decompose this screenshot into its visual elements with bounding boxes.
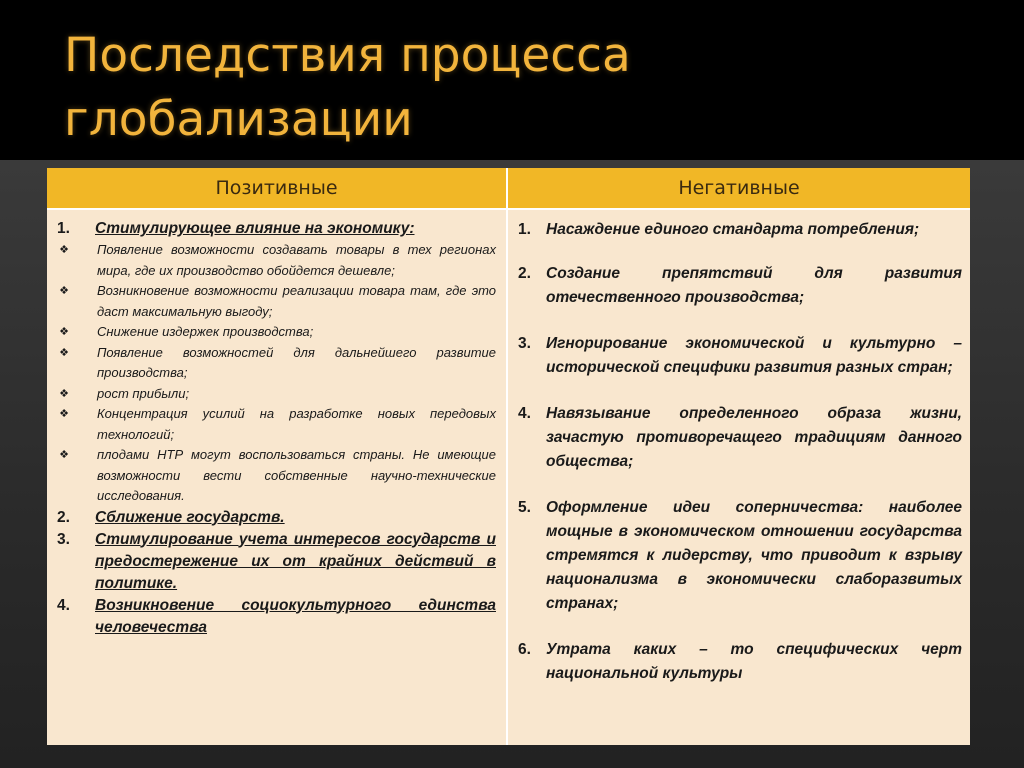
positive-subitem (57, 384, 496, 405)
list-number: 1. (57, 220, 70, 237)
positive-subitem (57, 281, 496, 322)
list-number: 2. (57, 508, 70, 526)
positive-cell (47, 209, 507, 745)
header-positive: Позитивные (47, 168, 507, 209)
negative-item (518, 638, 962, 686)
positive-subitem (57, 404, 496, 445)
item-text: рост прибыли; (97, 385, 190, 401)
list-number: 4. (57, 596, 70, 614)
item-text: Навязывание определенного образа жизни, зачастую противоречащего традициям данного общества; (546, 405, 962, 470)
positive-item (57, 218, 496, 240)
item-text: Насаждение единого стандарта потребления; (546, 221, 920, 238)
diamond-bullet-icon: ❖ (59, 408, 69, 420)
negative-item (518, 402, 962, 474)
slide-title: Последствия процесса глобализации (64, 28, 631, 147)
item-text: Создание препятствий для развития отечественного производства; (546, 265, 962, 306)
positive-subitem (57, 240, 496, 281)
negative-item (518, 496, 962, 616)
item-text: Оформление идеи соперничества: наиболее мощные в экономическом отношении государства стремятся к лидерству, что приводит к взрыву национализма в экономически слаборазвитых странах; (546, 499, 962, 612)
title-area (0, 0, 1024, 160)
item-text: Сближение государств. (95, 508, 285, 526)
list-number: 4. (518, 405, 531, 422)
item-text: плодами НТР могут воспользоваться страны. Не имеющие возможности вести собственные научно-технические исследования. (97, 447, 496, 503)
item-text: Появление возможности создавать товары в тех регионах мира, где их производство обойдется дешевле; (97, 242, 496, 278)
positive-subitem (57, 322, 496, 343)
diamond-bullet-icon: ❖ (59, 346, 69, 359)
negative-cell (507, 209, 970, 745)
positive-subitem (57, 343, 496, 384)
diamond-bullet-icon: ❖ (59, 387, 69, 400)
list-number: 2. (518, 265, 531, 282)
diamond-bullet-icon: ❖ (59, 326, 69, 338)
negative-item (518, 262, 962, 310)
list-number: 1. (518, 221, 531, 238)
positive-item (57, 595, 496, 639)
item-text: Стимулирование учета интересов государств и предостережение их от крайних действий в политике. (95, 530, 496, 592)
item-text: Возникновение возможности реализации товара там, где это даст максимальную выгоду; (97, 283, 496, 319)
item-text: Стимулирующее влияние на экономику: (95, 220, 415, 237)
positive-item (57, 529, 496, 595)
item-text: Появление возможностей для дальнейшего развитие производства; (97, 344, 496, 380)
negative-item (518, 218, 962, 242)
item-text: Снижение издержек производства; (97, 324, 314, 339)
diamond-bullet-icon: ❖ (59, 244, 69, 256)
list-number: 6. (518, 641, 531, 658)
diamond-bullet-icon: ❖ (59, 285, 69, 297)
list-number: 5. (518, 499, 531, 516)
list-number: 3. (518, 335, 531, 352)
positive-subitem (57, 445, 496, 507)
item-text: Игнорирование экономической и культурно – исторической специфики развития разных стран; (546, 335, 962, 376)
header-negative: Негативные (507, 168, 970, 209)
item-text: Концентрация усилий на разработке новых передовых технологий; (97, 406, 496, 442)
item-text: Возникновение социокультурного единства человечества (95, 596, 496, 636)
list-number: 3. (57, 530, 70, 548)
item-text: Утрата каких – то специфических черт национальной культуры (546, 641, 962, 682)
consequences-table (47, 168, 970, 745)
negative-item (518, 332, 962, 380)
diamond-bullet-icon: ❖ (59, 449, 69, 461)
positive-item (57, 507, 496, 529)
